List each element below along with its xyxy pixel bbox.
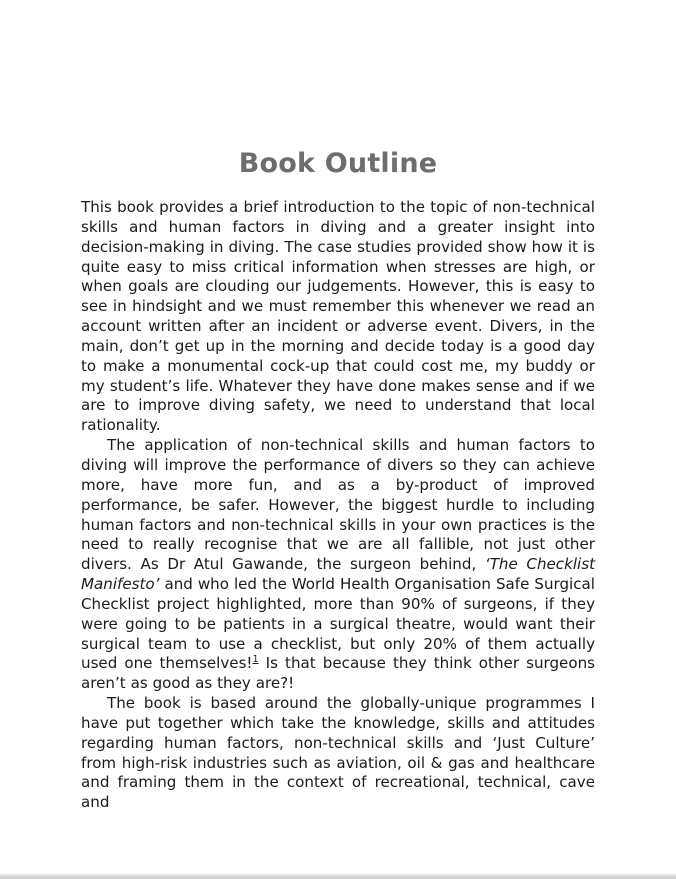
paragraph-application [81, 436, 595, 694]
paragraph-intro: This book provides a brief introduction to the topic of non-technical skills and human factors in diving and a greater insight into decision-making in diving. The case studies provided show how it is quite easy to miss critical information when stresses are high, or when goals are clouding our judgements. However, this is easy to see in hindsight and we must remember this whenever we read an account written after an incident or adverse event. Divers, in the main, don’t get up in the morning and decide today is a good day to make a monumental cock-up that could cost me, my buddy or my student’s life. Whatever they have done makes sense and if we are to improve diving safety, we need to understand that local rationality. [81, 198, 595, 435]
page-bottom-edge [0, 873, 676, 879]
book-title-checklist-manifesto: ‘The Checklist Manifesto’ [81, 555, 595, 594]
paragraph-programmes: The book is based around the globally-unique programmes I have put together which take the knowledge, skills and attitudes regarding human factors, non-technical skills and ‘Just Culture’ from high-risk industries such as aviation, oil & gas and healthcare and framing them in the context of recreational, technical, cave and [81, 694, 595, 812]
paragraph-text-segment: and who led the World Health Organisation Safe Surgical Checklist project highlighted, more than 90% of surgeons, if they were going to be patients in a surgical theatre, would want their surgical team to use a checklist, but only 20% of them actually used one themselves! [81, 575, 595, 673]
paragraph-text-segment: Is that because they think other surgeons aren’t as good as they are?! [81, 654, 595, 693]
page-title: Book Outline [238, 148, 438, 180]
paragraph-text-segment: The application of non-technical skills and human factors to diving will improve the performance of divers so they can achieve more, have more fun, and as a by-product of improved performance, be safer. However, the biggest hurdle to including human factors and non-technical skills in your own practices is the need to really recognise that we are all fallible, not just other divers. As Dr Atul Gawande, the surgeon behind, [81, 436, 595, 574]
footnote-reference-link[interactable]: 1 [252, 654, 259, 666]
document-body [81, 198, 595, 813]
